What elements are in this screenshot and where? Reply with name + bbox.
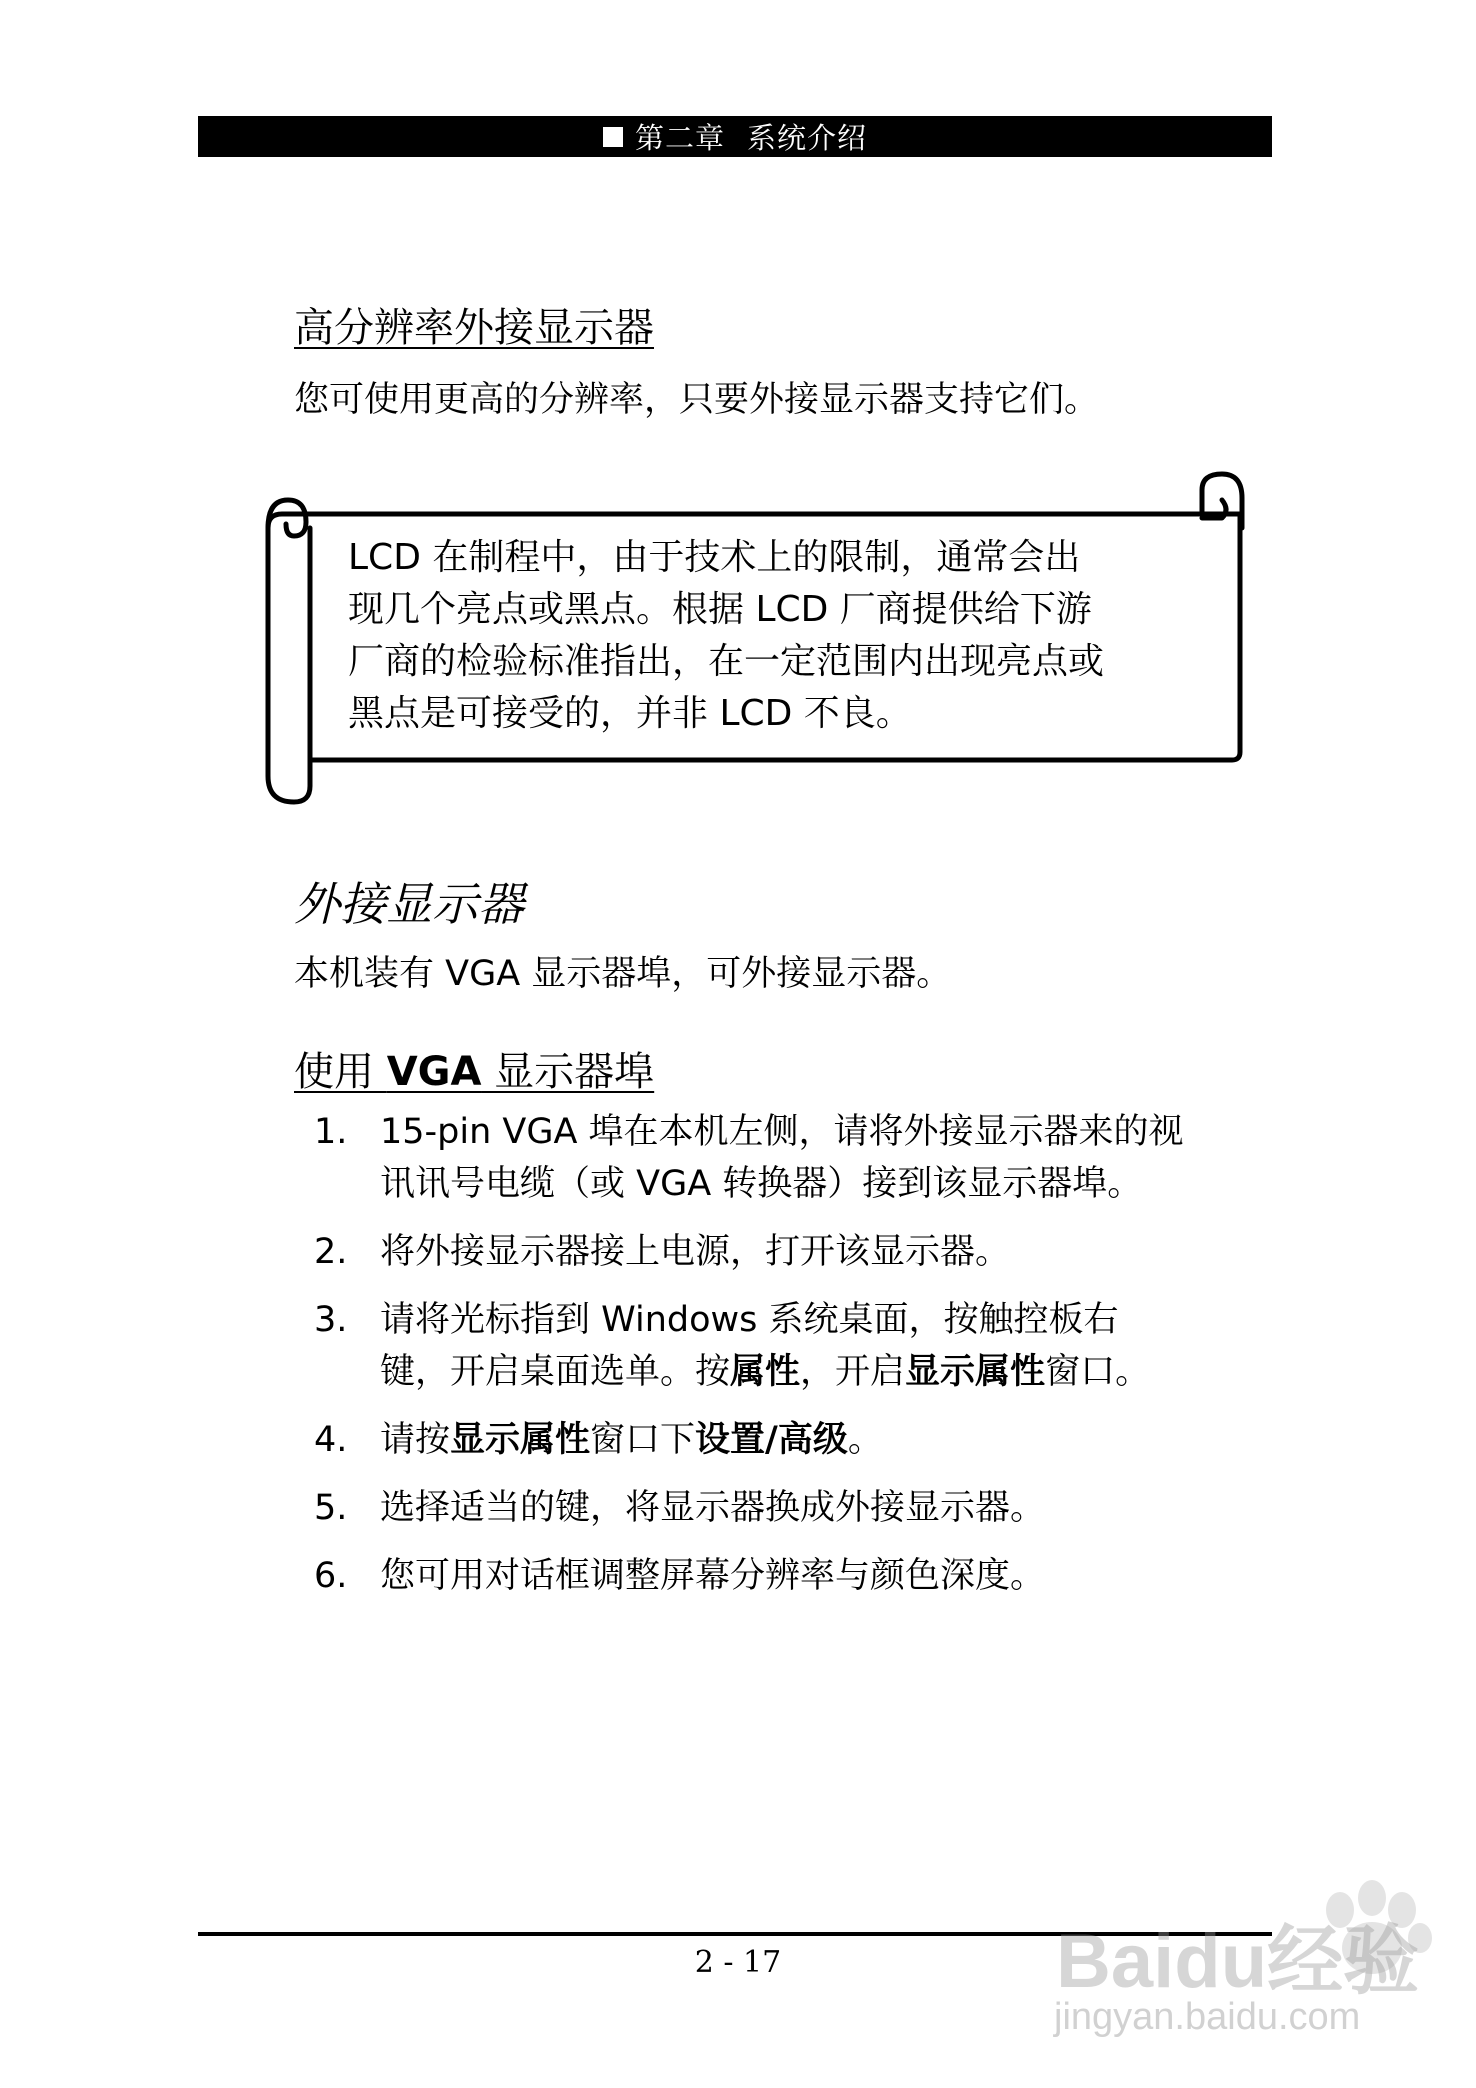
section-label: 系统介绍 [747, 121, 868, 155]
vga-title-prefix: 使用 [294, 1049, 387, 1095]
list-item [314, 1226, 1294, 1278]
watermark-url: jingyan.baidu.com [1054, 1996, 1361, 2038]
note-line: LCD 在制程中，由于技术上的限制，通常会出 [348, 537, 1081, 578]
step-number: 1. [314, 1112, 348, 1152]
step-text: 您可用对话框调整屏幕分辨率与颜色深度。 [380, 1556, 1046, 1596]
lcd-pixel-note [348, 532, 1208, 740]
step-text: 请将光标指到 Windows 系统桌面，按触控板右 [380, 1300, 1119, 1340]
vga-steps-list [314, 1106, 1294, 1618]
square-bullet-icon [603, 127, 623, 147]
step-text: 讯讯号电缆（或 VGA 转换器）接到该显示器埠。 [380, 1164, 1143, 1204]
step-text: 将外接显示器接上电源，打开该显示器。 [380, 1232, 1011, 1272]
step-number: 2. [314, 1232, 348, 1272]
vga-title-bold: VGA [386, 1049, 482, 1095]
settings-advanced-term: 设置/高级 [695, 1420, 848, 1460]
page-number: 2 - 17 [694, 1945, 782, 1980]
external-monitor-title: 外接显示器 [294, 877, 524, 931]
step-text: 键，开启桌面选单。按属性，开启显示属性窗口。 [380, 1352, 1151, 1392]
step-number: 3. [314, 1300, 348, 1340]
high-res-body: 您可使用更高的分辨率，只要外接显示器支持它们。 [294, 380, 1100, 420]
list-item [314, 1414, 1294, 1466]
note-line: 现几个亮点或黑点。根据 LCD 厂商提供给下游 [348, 589, 1092, 630]
display-properties-term: 显示属性 [450, 1420, 591, 1460]
note-line: 黑点是可接受的，并非 LCD 不良。 [348, 693, 912, 734]
list-item [314, 1294, 1294, 1398]
step-number: 6. [314, 1556, 348, 1596]
step-text: 选择适当的键，将显示器换成外接显示器。 [380, 1488, 1046, 1528]
vga-title-suffix: 显示器埠 [481, 1049, 655, 1095]
list-item [314, 1482, 1294, 1534]
step-text: 15-pin VGA 埠在本机左侧，请将外接显示器来的视 [380, 1112, 1184, 1152]
vga-port-title [294, 1040, 654, 1097]
note-line: 厂商的检验标准指出，在一定范围内出现亮点或 [348, 641, 1105, 682]
step-number: 5. [314, 1488, 348, 1528]
step-text: 请按显示属性窗口下设置/高级。 [380, 1420, 883, 1460]
watermark-brand: Baidu经验 [1056, 1919, 1420, 2004]
step-number: 4. [314, 1420, 348, 1460]
chapter-header [198, 116, 1272, 157]
external-monitor-body: 本机装有 VGA 显示器埠，可外接显示器。 [294, 954, 952, 994]
properties-term: 属性 [730, 1352, 801, 1392]
display-properties-term: 显示属性 [905, 1352, 1046, 1392]
chapter-label: 第二章 [634, 121, 725, 155]
list-item [314, 1106, 1294, 1210]
list-item [314, 1550, 1294, 1602]
high-res-title: 高分辨率外接显示器 [294, 305, 654, 351]
